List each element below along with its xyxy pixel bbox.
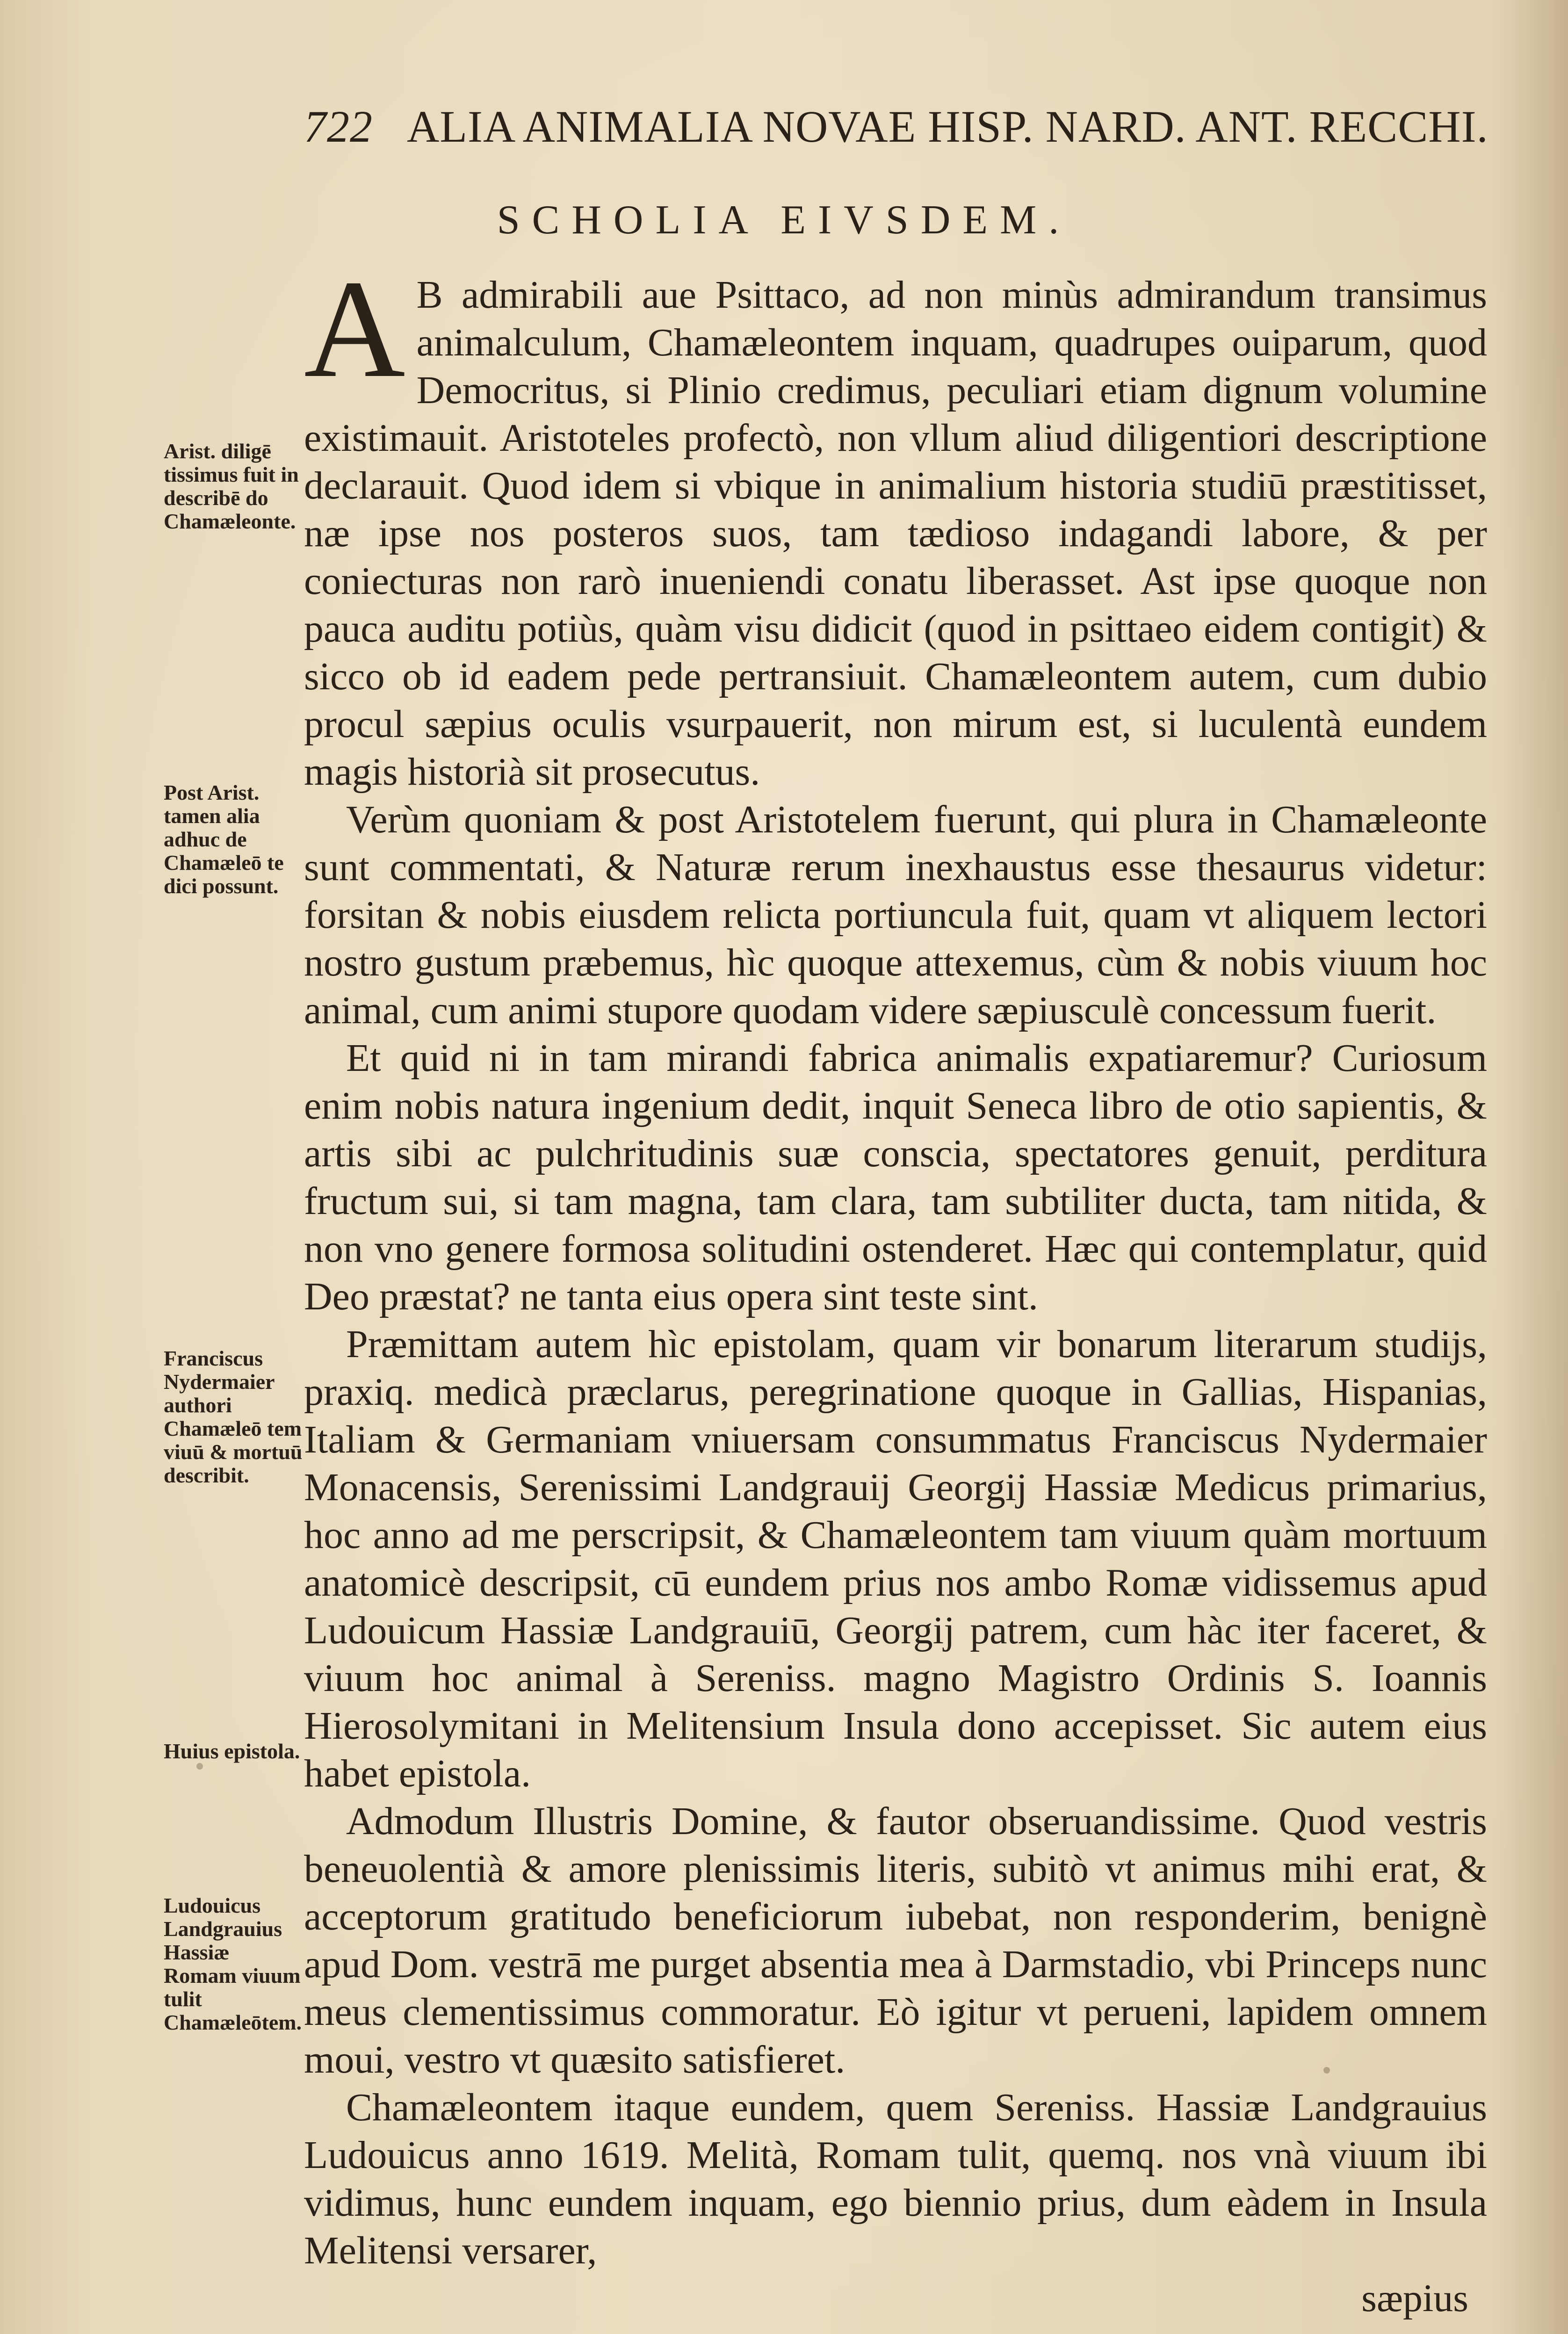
page-number: 722 bbox=[304, 101, 373, 152]
page-edge-shadow bbox=[1503, 0, 1568, 2334]
paragraph-1-text: B admirabili aue Psittaco, ad non minùs admirandum transimus animalculum, Chamæleontem inquam, quadrupes ouiparum, quod Democritus, si Plinio credimus, peculiari etiam dignum volumine existimauit. Aristoteles profectò, non vllum aliud diligentiori descriptione declarauit. Quod idem si vbique in animalium historia studiū præstitisset, næ ipse nos posteros suos, tam tædioso indagandi labore, & per coniecturas non rarò inueniendi conatu liberasset. Ast ipse quoque non pauca auditu potiùs, quàm visu didicit (quod in psittaeo eidem contigit) & sicco ob id eadem pede pertransiuit. Chamæleontem autem, cum dubio procul sæpius oculis vsurpauerit, non mirum est, si luculentà eundem magis historià sit prosecutus. bbox=[304, 273, 1487, 794]
paragraph-4: Præmittam autem hìc epistolam, quam vir bonarum literarum studijs, praxiq. medicà præclarus, peregrinatione quoque in Gallias, Hispanias, Italiam & Germaniam vniuersam consummatus Franciscus Nydermaier Monacensis, Serenissimi Landgrauij Georgij Hassiæ Medicus primarius, hoc anno ad me perscripsit, & Chamæleontem tam viuum quàm mortuum anatomicè descripsit, cū eundem prius nos ambo Romæ vidissemus apud Ludouicum Hassiæ Landgrauiū, Georgij patrem, cum hàc iter faceret, & viuum hoc animal à Sereniss. magno Magistro Ordinis S. Ioannis Hierosolymitani in Melitensium Insula dono accepisset. Sic autem eius habet epistola. bbox=[304, 1322, 1487, 1795]
paragraph-6: Chamæleontem itaque eundem, quem Sereniss. Hassiæ Landgrauius Ludouicus anno 1619. Melità, Romam tulit, quemq. nos vnà viuum ibi vidimus, hunc eundem inquam, ego biennio prius, dum eàdem in Insula Melitensi versarer, bbox=[304, 2086, 1487, 2272]
section-title: SCHOLIA EIVSDEM. bbox=[497, 197, 1071, 243]
margin-note-3: Franciscus Nydermaier authori Chamæleō tem viuū & mortuū describit. bbox=[164, 1346, 303, 1487]
catchword: sæpius bbox=[1361, 2276, 1468, 2320]
drop-cap: A bbox=[304, 251, 405, 406]
paragraph-2: Verùm quoniam & post Aristotelem fuerunt, qui plura in Chamæleonte sunt commentati, & Naturæ rerum inexhaustus esse thesaurus videtur: forsitan & nobis eiusdem relicta portiuncula fuit, quam vt aliquem lectori nostro gustum præbemus, hìc quoque attexemus, cùm & nobis viuum hoc animal, cum animi stupore quodam videre sæpiusculè concessum fuerit. bbox=[304, 798, 1487, 1032]
running-title: ALIA ANIMALIA NOVAE HISP. NARD. ANT. RECCHI. bbox=[407, 101, 1489, 152]
main-text bbox=[304, 251, 1487, 2322]
paragraph-1 bbox=[304, 251, 1487, 796]
ink-fleck bbox=[196, 1763, 203, 1770]
ink-fleck bbox=[1323, 2067, 1330, 2074]
paragraph-3: Et quid ni in tam mirandi fabrica animalis expatiaremur? Curiosum enim nobis natura ingenium dedit, inquit Seneca libro de otio sapientis, & artis sibi ac pulchritudinis suæ conscia, spectatores genuit, perditura fructum sui, si tam magna, tam clara, tam subtiliter ducta, tam nitida, & non vno genere formosa solitudini ostenderet. Hæc qui contemplatur, quid Deo præstat? ne tanta eius opera sint teste sint. bbox=[304, 1036, 1487, 1318]
margin-note-5: Ludouicus Landgrauius Hassiæ Romam viuum tulit Chamæleōtem. bbox=[164, 1893, 302, 2034]
margin-note-2: Post Arist. tamen alia adhuc de Chamæleō te dici possunt. bbox=[164, 780, 284, 898]
margin-note-1: Arist. diligē tissimus fuit in describē do Chamæleonte. bbox=[164, 439, 299, 533]
paragraph-5: Admodum Illustris Domine, & fautor obseruandissime. Quod vestris beneuolentià & amore plenissimis literis, subitò vt animus mihi erat, & acceptorum gratitudo beneficiorum iubebat, non responderim, benignè apud Dom. vestrā me purget absentia mea à Darmstadio, vbi Princeps nunc meus clementissimus commoratur. Eò igitur vt perueni, lapidem omnem moui, vestro vt quæsito satisfieret. bbox=[304, 1799, 1487, 2081]
margin-note-4: Huius epistola. bbox=[164, 1739, 300, 1763]
page-header bbox=[304, 101, 1489, 152]
